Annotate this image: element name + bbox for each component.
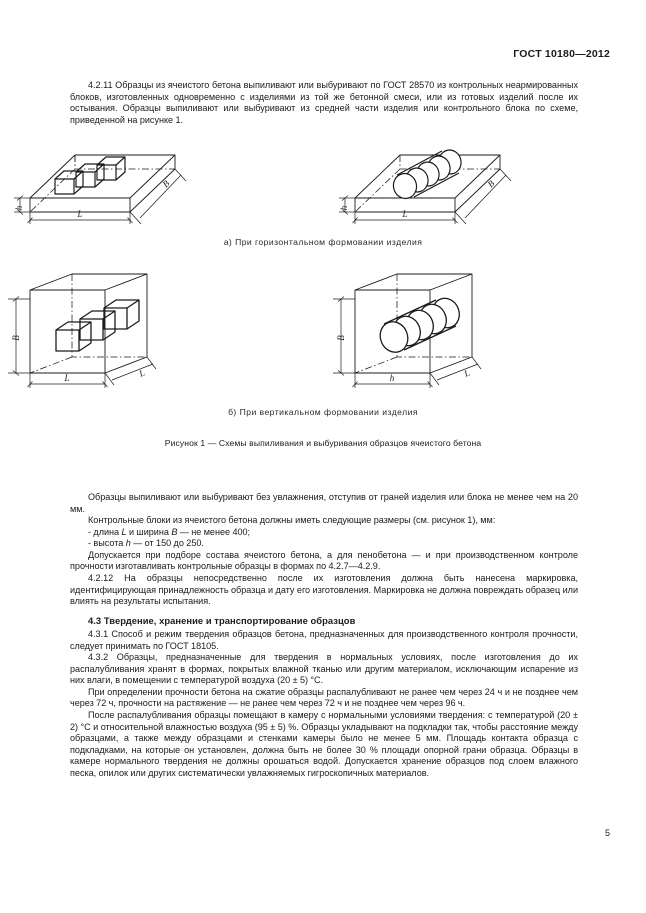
page-header-standard: ГОСТ 10180—2012 (513, 48, 610, 60)
figure-1a-drawings (0, 146, 646, 228)
figure-1-title: Рисунок 1 — Схемы выпиливания и выбуривания образцов ячеистого бетона (164, 438, 482, 448)
list-item-height: - высота h — от 150 до 250. (88, 538, 204, 549)
dim-label-B-left-a: B (160, 178, 172, 190)
figure-1b-row (0, 272, 646, 417)
page-number: 5 (604, 828, 610, 838)
dim-label-B-right-b: B (336, 335, 346, 341)
figure-1-block (0, 146, 646, 448)
dim-label-h-left-a: h (14, 205, 24, 211)
figure-1a-row (0, 146, 646, 247)
list-item-length-width: - длина L и ширина B — не менее 400; (88, 526, 251, 537)
section-heading-4-3: 4.3 Твердение, хранение и транспортирование образцов (88, 614, 356, 626)
dim-label-L-right-b: L (462, 367, 472, 379)
dim-label-h-right-a: h (339, 205, 349, 211)
dim-label-B-right-a: B (485, 178, 497, 190)
paragraph-4-3-2: 4.3.2 Образцы, предназначенные для твердения в нормальных условиях, после изготовления до их распалубливания хранят в формах, покрытых влажной тканью или другим материалом, исключающим испарение из них влаги, в помещении с температурой воздуха (20 ± 5) °С. (70, 652, 578, 686)
dim-label-h-left-b: L (64, 373, 70, 383)
dim-label-L-right-a: L (402, 209, 408, 219)
paragraph-demolding-times: При определении прочности бетона на сжатие образцы распалубливают не ранее чем через 24 ч и не позднее чем через 72 ч, прочности на растяжение — не ранее чем через 72 ч и не позднее чем через 96 ч. (70, 686, 578, 709)
paragraph-curing-chamber: После распалубливания образцы помещают в камеру с нормальными условиями твердения: с температурой (20 ± 2) °С и относительной влажностью воздуха (95 ± 5) %. Образцы укладывают на подкладки так, чтобы расстояние между образцами, а также между образцами и стенками камеры было не менее 5 мм. Площадь контакта образца с подкладками, на которые он установлен, должна быть не более 30 % площади опорной грани образца. Образцы в камере нормального твердения не должны орошаться водой. Допускается хранение образцов под слоем влажного песка, опилок или других систематически увлажняемых гигроскопичных материалов. (70, 710, 578, 778)
paragraph-4-3-1: 4.3.1 Способ и режим твердения образцов бетона, предназначенных для производственного контроля прочности, следует принимать по ГОСТ 18105. (70, 629, 578, 651)
dim-label-B-left-b: B (11, 335, 21, 341)
dim-label-L-left-b: L (137, 367, 147, 379)
paragraph-samples-cutting: Образцы выпиливают или выбуривают без увлажнения, отступив от граней изделия или блока не менее чем на 20 мм. (70, 492, 578, 514)
paragraph-control-blocks: Контрольные блоки из ячеистого бетона должны иметь следующие размеры (см. рисунок 1), мм: (88, 515, 496, 526)
paragraph-4-2-12: 4.2.12 На образцы непосредственно после их изготовления должна быть нанесена маркировка, идентифицирующая принадлежность образца и дату его изготовления. Маркировка не должна повреждать образец или влиять на результаты испытания. (70, 573, 578, 607)
paragraph-4-2-11: 4.2.11 Образцы из ячеистого бетона выпиливают или выбуривают по ГОСТ 28570 из контрольных неармированных блоков, изготовленных одновременно с изделиями из той же бетонной смеси, или из готовых изделий после их остывания. Образцы выпиливают или выбуривают из средней части изделия или контрольного блока по схеме, приведенной на рисунке 1. (70, 80, 578, 125)
figure-1b-drawings (0, 272, 646, 402)
figure-1a-caption: а) При горизонтальном формовании изделия (223, 237, 423, 247)
dim-label-L-left-a: L (77, 209, 83, 219)
figure-1b-caption: б) При вертикальном формовании изделия (228, 407, 418, 417)
paragraph-allowance-mix: Допускается при подборе состава ячеистого бетона, а для пенобетона — и при производственном контроле прочности изготавливать контрольные образцы в формах по 4.2.7—4.2.9. (70, 549, 578, 572)
dim-label-h-right-b: h (389, 373, 395, 383)
